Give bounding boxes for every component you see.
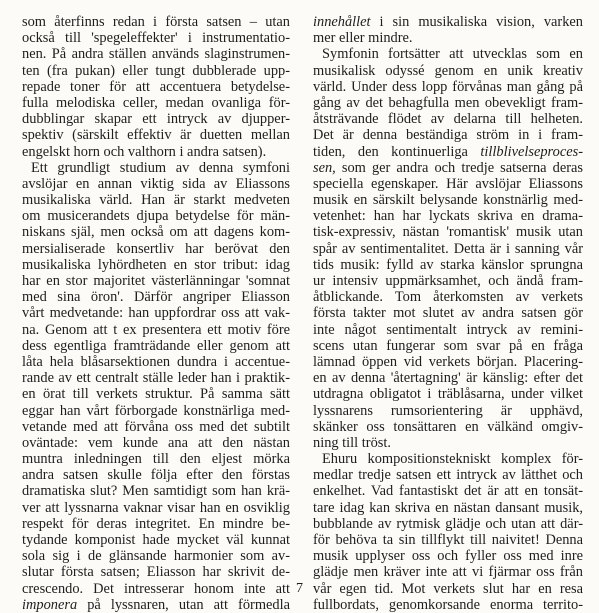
text-line: tids musik: fylld av starka känslor sprungna xyxy=(313,256,583,273)
text-line: skänker oss tonsättaren en välkänd omgiv- xyxy=(313,418,583,435)
text-line: speciella egenskaper. Här avslöjar Eliassons xyxy=(313,175,583,192)
text-line: vår egen tid. Mot verkets slut har en resa xyxy=(313,580,583,597)
text-line: musikaliska lyhördheten en stor tribut: idag xyxy=(22,256,290,273)
text-line: gång av det behagfulla men obevekligt fram- xyxy=(313,94,583,111)
text-line: dramatiska slut? Men samtidigt som han krä- xyxy=(22,483,290,500)
text-line: vårt medvetande: han uppfordrar oss att vak- xyxy=(22,305,290,322)
text-line: musik en särskilt belysande konstnärlig med- xyxy=(313,192,583,209)
text-line: spektiv (särskilt effektiv är duetten mellan xyxy=(22,127,290,144)
text-line: mer eller mindre. xyxy=(313,30,413,47)
text-line: för behöva ta sin tillflykt till naivitet! Denna xyxy=(313,532,583,548)
text-line: eggar han vårt förborgade konstnärliga med- xyxy=(22,402,290,419)
text-line: glädje men kräver inte att vi fjärmar oss från xyxy=(313,564,583,581)
text-line: fulla melodiska celler, medan ovanliga för- xyxy=(22,94,290,111)
text-line: ten (fra pukan) eller tungt dubblerade upp- xyxy=(22,62,290,79)
text-line: medlar tredje satsen ett intryck av lätthet och xyxy=(313,467,583,484)
text-line: vetande med att förvåna oss med det subtilt xyxy=(22,418,290,435)
text-line: respekt för deras integritet. En mindre be- xyxy=(22,515,290,532)
text-line: mersialiserade konsertliv har berövat den xyxy=(22,240,290,257)
text-line: åtsträvande flödet av delarna till helheten. xyxy=(313,111,583,128)
text-line: sola sig i de glänsande harmonier som av- xyxy=(22,548,290,565)
text-line: tiden, den kontinuerliga tillblivelseproces- xyxy=(313,143,583,160)
text-line: Symfonin fortsätter att utvecklas som en xyxy=(322,46,583,63)
text-line: enkelhet. Vad fantastiskt det är att en tonsät- xyxy=(313,483,583,500)
text-line: Ehuru kompositionstekniskt komplex för- xyxy=(322,451,583,468)
text-line: dess egentliga framträdande eller genom att xyxy=(22,337,290,354)
text-line: som återfinns redan i första satsen – utan xyxy=(22,14,290,30)
text-line: inte något sentimentalt intryck av remini- xyxy=(313,321,583,338)
text-line: innehållet i sin musikaliska vision, varken xyxy=(313,14,583,30)
text-line: scens utan fungerar som svar på en fråga xyxy=(313,337,583,354)
text-line: har en stor majoritet västerlänningar 'somnat xyxy=(22,273,290,289)
text-line: första takter mot slutet av andra satsen gör xyxy=(313,305,583,322)
text-line: bubblande av rytmisk glädje och utan att där- xyxy=(313,515,583,532)
text-line: också till 'spegeleffekter' i instrumentatio- xyxy=(22,30,290,47)
text-line: ning till tröst. xyxy=(313,434,391,451)
text-line: tisk-expressiv, nästan 'romantisk' musik utan xyxy=(313,224,583,241)
text-line: Ett grundligt studium av denna symfoni xyxy=(31,159,290,176)
left-text-column xyxy=(22,14,290,613)
text-line: niskans själ, men också om att dagens kom- xyxy=(22,224,290,241)
text-line: repade toner för att accentuera betydelse- xyxy=(22,78,290,95)
text-line: musikaliska värld. Han är starkt medveten xyxy=(22,192,290,209)
text-line: spår av sentimentalitet. Detta är i sanning vår xyxy=(313,240,583,257)
text-line: dubblingar skapar ett intryck av djupper- xyxy=(22,111,290,128)
text-line: värld. Under dess lopp förvånas man gång på xyxy=(313,78,583,95)
text-line: låta hela blåsarsektionen dundra i accentue- xyxy=(22,353,290,370)
right-text-column xyxy=(313,14,583,613)
text-line: lyssnarens rumsorientering är upphävd, xyxy=(313,402,583,419)
text-line: avslöjar en annan viktig sida av Eliassons xyxy=(22,175,290,192)
text-line: om musicerandets djupa betydelse för män- xyxy=(22,208,290,225)
text-line: åtblickande. Tom återkomsten av verkets xyxy=(313,289,583,306)
text-line: ur intensiv uppmärksamhet, och ändå fram- xyxy=(313,273,583,289)
text-line: nen. På andra ställen används slaginstrumen- xyxy=(22,46,290,63)
text-line: en örat till verkets struktur. På samma sätt xyxy=(22,386,290,403)
text-line: Det är denna beständiga ström in i fram- xyxy=(313,127,583,144)
page-number: 7 xyxy=(296,581,303,596)
text-line: ver att lyssnarna vaknar visar han en osviklig xyxy=(22,499,290,516)
text-line: oväntade: vem kunde ana att den nästan xyxy=(22,434,290,451)
text-line: utdragna obligatot i träblåsarna, under vilket xyxy=(313,386,583,403)
text-line: tare idag kan skriva en nästan dansant musik, xyxy=(313,499,583,516)
text-line: fullbordats, genomkorsande enorma territo- xyxy=(313,596,583,613)
text-line: rande av ett centralt ställe leder han i praktik- xyxy=(22,370,290,387)
text-line: musik upplyser oss och fyller oss med inre xyxy=(313,548,583,565)
text-line: musikalisk odyssé genom en unik kreativ xyxy=(313,62,583,79)
text-line: imponera på lyssnaren, utan att förmedla xyxy=(22,596,290,613)
text-line: med sina öron'. Därför angriper Eliasson xyxy=(22,289,290,306)
text-line: muntra inledningen till den eljest mörka xyxy=(22,451,290,468)
text-line: andra satsen skulle följa efter den förstas xyxy=(22,467,290,484)
text-line: lämnad öppen vid verkets början. Placering- xyxy=(313,353,583,370)
text-line: na. Genom att t ex presentera ett motiv före xyxy=(22,321,290,338)
text-line: en av denna 'återtagning' är känslig: efter det xyxy=(313,370,583,387)
text-line: slutar första satsen; Eliasson har skrivit de- xyxy=(22,564,290,581)
text-line: engelskt horn och valthorn i andra satsen). xyxy=(22,143,267,160)
text-line: sen, som ger andra och tredje satserna deras xyxy=(313,159,583,176)
text-line: tydande komponist hade mycket väl kunnat xyxy=(22,532,290,548)
text-line: crescendo. Det intresserar honom inte att xyxy=(22,580,290,597)
text-line: vetenhet: han har lyckats skriva en drama- xyxy=(313,208,583,225)
